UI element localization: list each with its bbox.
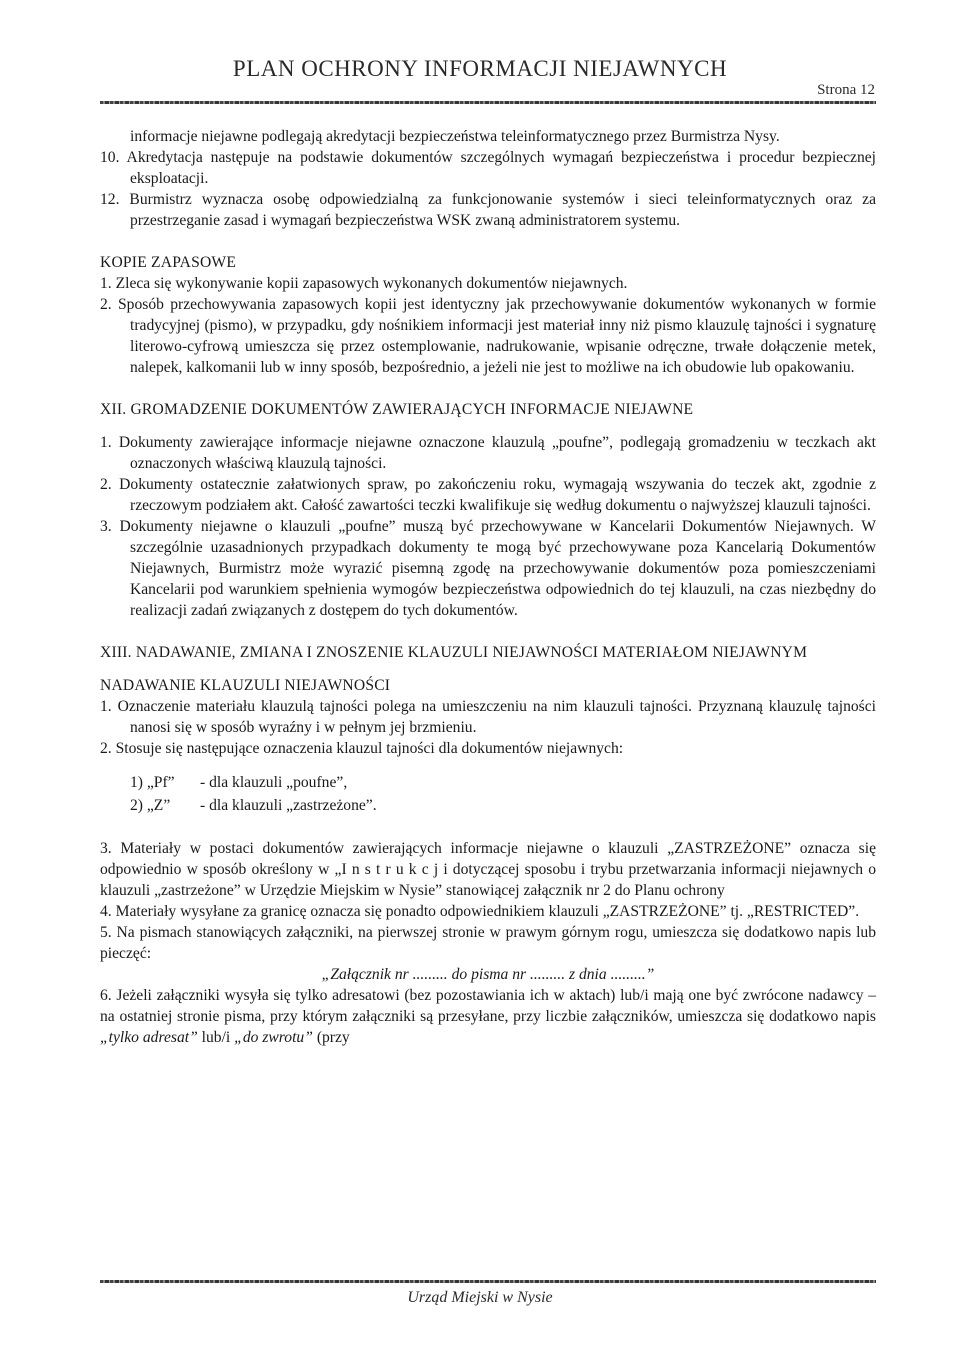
paragraph-12: 12. Burmistrz wyznacza osobę odpowiedzialną za funkcjonowanie systemów i sieci teleinformatycznych oraz za przestrzeganie zasad i wymagań bezpieczeństwa WSK zwaną administratorem systemu. xyxy=(100,191,876,229)
list-item-desc: - dla klauzuli „zastrzeżone”. xyxy=(200,797,377,814)
section-heading-xiii: XIII. NADAWANIE, ZMIANA I ZNOSZENIE KLAUZULI NIEJAWNOŚCI MATERIAŁOM NIEJAWNYM xyxy=(100,644,808,661)
p6-emphasis-2: „do zwrotu” xyxy=(234,1029,313,1046)
xiii-paragraph-5: 5. Na pismach stanowiących załączniki, na pierwszej stronie w prawym górnym rogu, umieszcza się dodatkowo napis lub pieczęć: xyxy=(100,924,876,962)
list-item-key: 2) „Z” xyxy=(130,797,171,814)
xiii-paragraph-2: 2. Stosuje się następujące oznaczenia klauzul tajności dla dokumentów niejawnych: xyxy=(100,740,624,757)
p6-text-c: (przy xyxy=(316,1029,350,1046)
spacer xyxy=(100,378,876,399)
xii-paragraph-3: 3. Dokumenty niejawne o klauzuli „poufne” muszą być przechowywane w Kancelarii Dokumentów Niejawnych. W szczególnie uzasadnionych przypadkach dokumenty te mogą być przechowywane poza Kancelarią Dokumentów Niejawnych, Burmistrz może wyrazić pisemną zgodę na przechowywanie dokumentów poza pomieszczeniami Kancelarii pod warunkiem spełnienia wymogów bezpieczeństwa odpowiednich do tej klauzuli, na czas niezbędny do realizacji zadań związanych z dostępem do tych dokumentów. xyxy=(100,518,876,619)
list-item-desc: - dla klauzuli „poufne”, xyxy=(200,774,348,791)
section-heading-kopie: KOPIE ZAPASOWE xyxy=(100,254,237,271)
spacer xyxy=(100,663,876,675)
attachment-stamp-text: „Załącznik nr ......... do pisma nr ......... z dnia .........” xyxy=(321,966,655,983)
xiii-paragraph-3: 3. Materiały w postaci dokumentów zawierających informacje niejawne o klauzuli „ZASTRZEŻONE” oznacza się odpowiednio w sposób określony w „I n s t r u k c j i dotyczącej sposobu i trybu przetwarzania informacji niejawnych o klauzuli „zastrzeżone” w Urzędzie Miejskim w Nysie” stanowiącej załącznik nr 2 do Planu ochrony xyxy=(100,840,876,899)
document-body xyxy=(100,126,876,1048)
xiii-paragraph-1: 1. Oznaczenie materiału klauzulą tajności polega na umieszczeniu na nim klauzuli tajności. Przyznaną klauzulę tajności nanosi się w sposób wyraźny i w pełnym jej brzmieniu. xyxy=(100,698,876,736)
footer-rule xyxy=(100,1280,876,1283)
list-item xyxy=(100,794,876,817)
section-heading-xii: XII. GROMADZENIE DOKUMENTÓW ZAWIERAJĄCYCH INFORMACJE NIEJAWNE xyxy=(100,401,694,418)
xii-paragraph-1: 1. Dokumenty zawierające informacje niejawne oznaczone klauzulą „poufne”, podlegają gromadzeniu w teczkach akt oznaczonych właściwą klauzulą tajności. xyxy=(100,434,876,472)
paragraph-10: 10. Akredytacja następuje na podstawie dokumentów szczególnych wymagań bezpieczeństwa i procedur bezpiecznej eksploatacji. xyxy=(100,149,876,187)
page-number: Strona 12 xyxy=(817,82,875,98)
spacer xyxy=(100,621,876,642)
paragraph-9-continued: informacje niejawne podlegają akredytacji bezpieczeństwa teleinformatycznego przez Burmistrza Nysy. xyxy=(130,128,780,145)
kopie-paragraph-1: 1. Zleca się wykonywanie kopii zapasowych wykonanych dokumentów niejawnych. xyxy=(100,275,628,292)
list-item-key: 1) „Pf” xyxy=(130,774,175,791)
spacer xyxy=(100,420,876,432)
footer-text: Urząd Miejski w Nysie xyxy=(407,1289,553,1306)
spacer xyxy=(100,817,876,838)
xiii-paragraph-4: 4. Materiały wysyłane za granicę oznacza się ponadto odpowiednikiem klauzuli „ZASTRZEŻONE” tj. „RESTRICTED”. xyxy=(100,903,860,920)
p6-text-b: lub/i xyxy=(201,1029,231,1046)
p6-text-a: 6. Jeżeli załączniki wysyła się tylko adresatowi (bez pozostawiania ich w aktach) lub/i mają one być zwrócone nadawcy – na ostatniej stronie pisma, przy którym załączniki są przesyłane, przy liczbie załączników, umieszcza się dodatkowo napis xyxy=(100,987,876,1025)
subheading-nadawanie: NADAWANIE KLAUZULI NIEJAWNOŚCI xyxy=(100,677,391,694)
p6-emphasis-1: „tylko adresat” xyxy=(100,1029,198,1046)
xii-paragraph-2: 2. Dokumenty ostatecznie załatwionych spraw, po zakończeniu roku, wymagają wszywania do teczek akt, zgodnie z rzeczowym podziałem akt. Całość zawartości teczki kwalifikuje się według dokumentu o najwyższej klauzuli tajności. xyxy=(100,476,876,514)
spacer xyxy=(100,231,876,252)
document-title: PLAN OCHRONY INFORMACJI NIEJAWNYCH xyxy=(232,56,728,81)
spacer xyxy=(100,759,876,771)
xiii-paragraph-6 xyxy=(100,985,876,1048)
header-rule xyxy=(100,101,876,104)
list-item xyxy=(100,771,876,794)
kopie-paragraph-2: 2. Sposób przechowywania zapasowych kopii jest identyczny jak przechowywanie dokumentów wykonanych w formie tradycyjnej (pismo), w przypadku, gdy nośnikiem informacji jest materiał inny niż pismo klauzulę tajności i sygnaturę literowo-cyfrową umieszcza się przez ostemplowanie, nadrukowanie, wpisanie odręczne, trwałe dołączenie metek, nalepek, kalkomanii lub w inny sposób, bezpośrednio, a jeżeli nie jest to możliwe na ich obudowie lub opakowaniu. xyxy=(100,296,876,376)
